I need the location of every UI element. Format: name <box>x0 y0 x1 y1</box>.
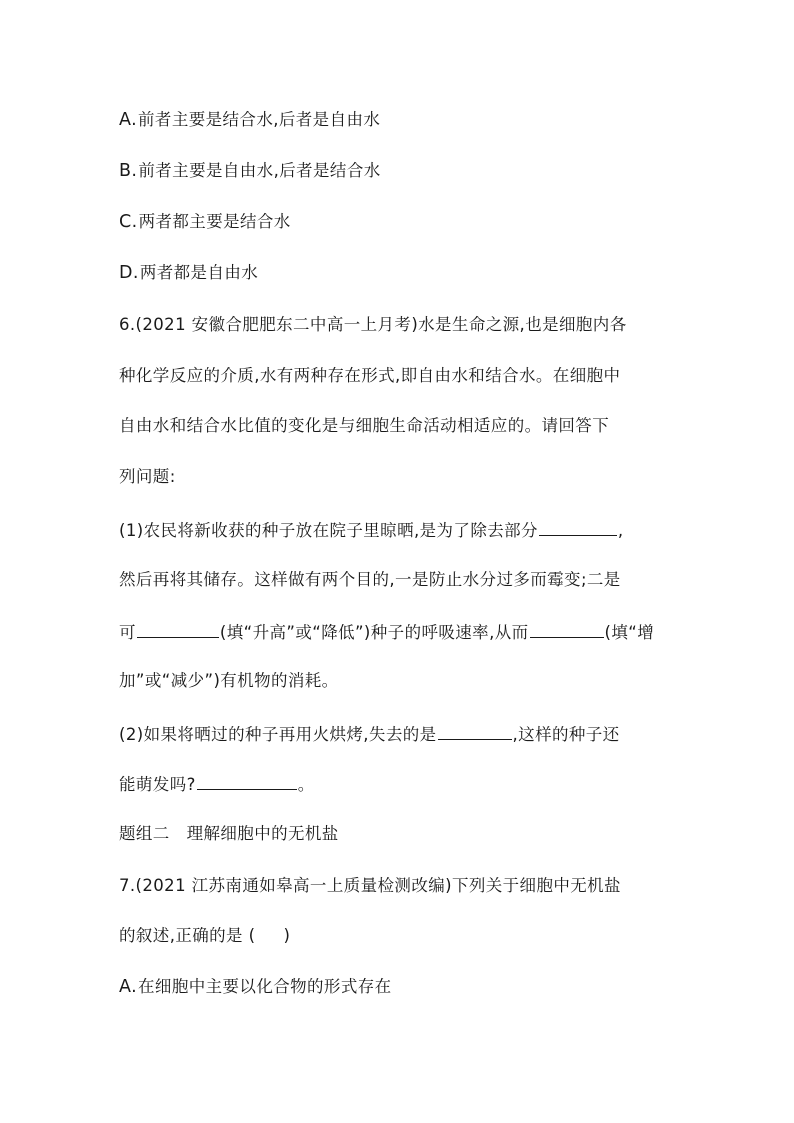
option-text: 前者主要是结合水,后者是自由水 <box>138 110 381 129</box>
q7-stem-line-1: 7.(2021 江苏南通如皋高一上质量检测改编)下列关于细胞中无机盐 <box>119 876 621 895</box>
q6-stem-line-4: 列问题: <box>119 467 176 486</box>
q7-stem-line-2 <box>119 924 290 948</box>
option-label: A. <box>119 977 138 997</box>
option-text: 两者都主要是结合水 <box>138 212 291 231</box>
answer-blank-3[interactable] <box>530 619 604 638</box>
answer-blank-2[interactable] <box>137 619 219 638</box>
option-label: D. <box>119 263 139 283</box>
part1-text: (1)农民将新收获的种子放在院子里晾晒,是为了除去部分 <box>119 521 538 540</box>
group2-heading: 题组二 理解细胞中的无机盐 <box>119 824 339 843</box>
part1-comma: , <box>617 521 624 540</box>
answer-blank-1[interactable] <box>539 517 617 536</box>
option-text: 在细胞中主要以化合物的形式存在 <box>138 977 392 996</box>
part2-text: 。 <box>297 775 315 794</box>
option-text: 两者都是自由水 <box>139 263 259 282</box>
q6-part2-line-2 <box>119 771 315 797</box>
q5-option-d <box>119 261 258 285</box>
q6-part1-line-4: 加”或“减少”)有机物的消耗。 <box>119 671 339 690</box>
part2-text: ,这样的种子还 <box>512 725 620 744</box>
answer-blank-4[interactable] <box>438 721 512 740</box>
q5-option-a <box>119 108 380 132</box>
q6-part1-line-2: 然后再将其储存。这样做有两个目的,一是防止水分过多而霉变;二是 <box>119 570 621 589</box>
part2-text: 能萌发吗? <box>119 775 196 794</box>
q6-part1-line-1 <box>119 517 624 543</box>
option-label: B. <box>119 161 138 181</box>
q6-stem-line-2: 种化学反应的介质,水有两种存在形式,即自由水和结合水。在细胞中 <box>119 366 621 385</box>
option-text: 前者主要是自由水,后者是结合水 <box>138 161 381 180</box>
q6-part1-line-3 <box>119 619 654 645</box>
part1-text: (填“增 <box>604 623 655 642</box>
q7-close-paren: ) <box>283 926 291 945</box>
part2-text: (2)如果将晒过的种子再用火烘烤,失去的是 <box>119 725 437 744</box>
q7-stem-text: 的叙述,正确的是 ( <box>119 926 256 945</box>
q5-option-c <box>119 210 291 234</box>
part1-text: 可 <box>119 623 136 642</box>
option-label: C. <box>119 212 138 232</box>
q6-part2-line-1 <box>119 721 620 747</box>
q5-option-b <box>119 159 381 183</box>
answer-blank-5[interactable] <box>197 771 297 790</box>
part1-text: (填“升高”或“降低”)种子的呼吸速率,从而 <box>219 623 529 642</box>
q7-option-a <box>119 975 392 999</box>
option-label: A. <box>119 110 138 130</box>
q6-stem-line-1: 6.(2021 安徽合肥肥东二中高一上月考)水是生命之源,也是细胞内各 <box>119 315 627 334</box>
q6-stem-line-3: 自由水和结合水比值的变化是与细胞生命活动相适应的。请回答下 <box>119 416 610 435</box>
